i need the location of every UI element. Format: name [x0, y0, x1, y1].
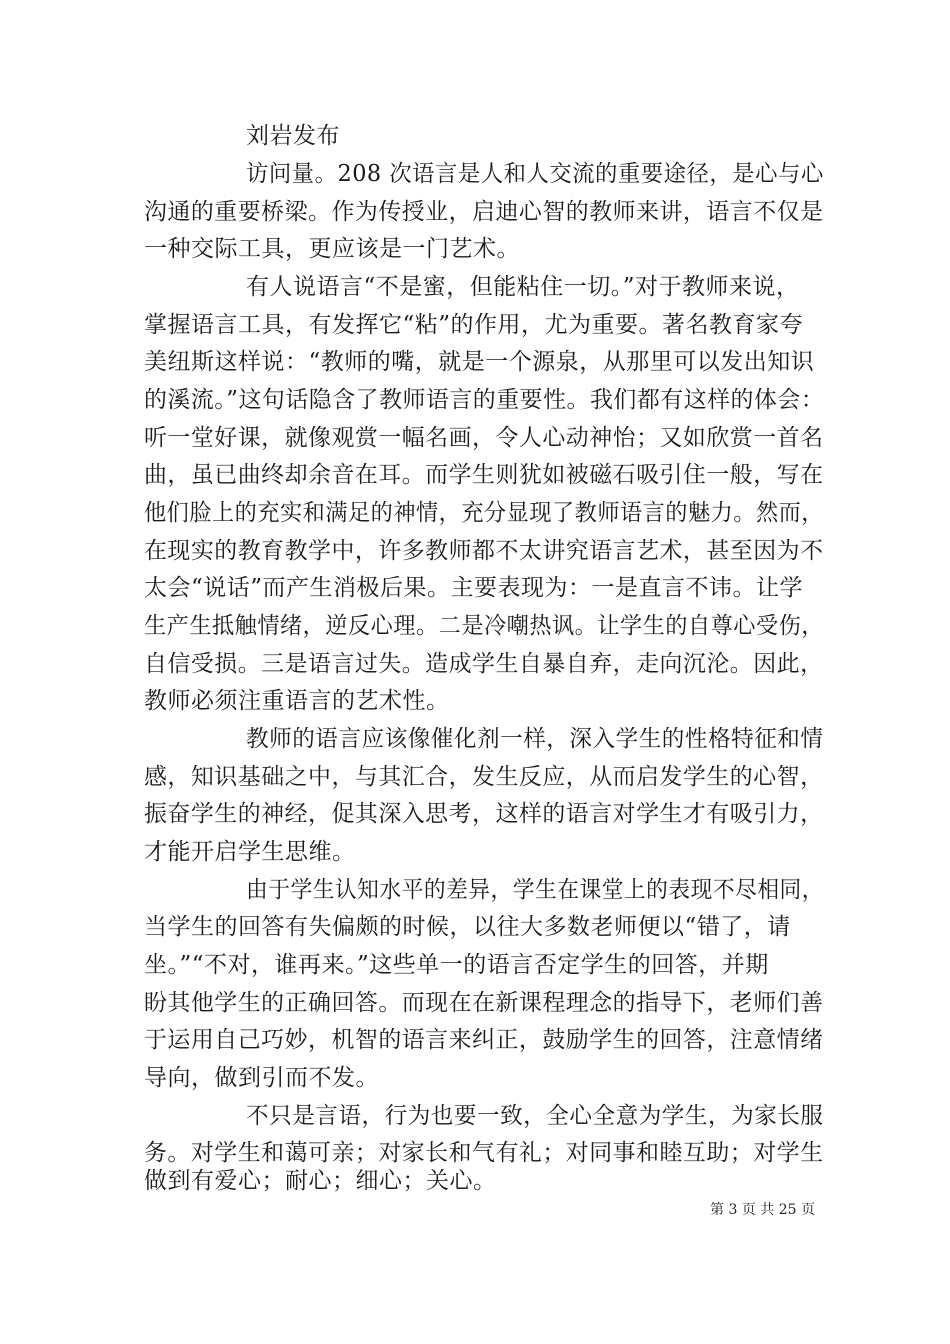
paragraph-1-line-1: 刘岩发布	[246, 123, 340, 149]
paragraph-5-line-4: 盼其他学生的正确回答。而现在在新课程理念的指导下，老师们善	[144, 990, 824, 1016]
paragraph-3-line-7: 他们脸上的充实和满足的神情，充分显现了教师语言的魅力。然而，	[144, 500, 824, 526]
page-number-footer: 第 3 页 共 25 页	[710, 1202, 815, 1218]
paragraph-5-line-2: 当学生的回答有失偏颇的时候，以往大多数老师便以“错了，请	[144, 914, 791, 940]
paragraph-3-line-1: 有人说语言“不是蜜，但能粘住一切。”对于教师来说，	[246, 274, 800, 300]
paragraph-5-line-5: 于运用自己巧妙，机智的语言来纠正，鼓励学生的回答，注意情绪	[144, 1027, 824, 1053]
paragraph-3-line-3: 美纽斯这样说：“教师的嘴，就是一个源泉，从那里可以发出知识	[144, 349, 815, 375]
paragraph-4-line-4: 才能开启学生思维。	[144, 839, 356, 865]
paragraph-5-line-1: 由于学生认知水平的差异，学生在课堂上的表现不尽相同，	[246, 877, 825, 903]
paragraph-3-line-4: 的溪流。”这句话隐含了教师语言的重要性。我们都有这样的体会：	[144, 387, 825, 413]
paragraph-6-line-3: 做到有爱心；耐心；细心；关心。	[144, 1168, 497, 1194]
paragraph-3-line-10: 生产生抵触情绪，逆反心理。二是冷嘲热讽。让学生的自尊心受伤，	[144, 613, 824, 639]
paragraph-3-line-6: 曲，虽已曲终却余音在耳。而学生则犹如被磁石吸引住一般，写在	[144, 462, 824, 488]
paragraph-4-line-1: 教师的语言应该像催化剂一样，深入学生的性格特征和情	[246, 726, 824, 752]
paragraph-2-line-3: 一种交际工具，更应该是一门艺术。	[144, 236, 520, 262]
paragraph-6-line-1: 不只是言语，行为也要一致，全心全意为学生，为家长服	[246, 1103, 824, 1129]
paragraph-2-line-2: 沟通的重要桥梁。作为传授业，启迪心智的教师来讲，语言不仅是	[144, 199, 824, 225]
paragraph-2-line-1: 访问量。208 次语言是人和人交流的重要途径，是心与心	[246, 161, 824, 187]
paragraph-3-line-11: 自信受损。三是语言过失。造成学生自暴自弃，走向沉沦。因此，	[144, 651, 824, 677]
paragraph-3-line-8: 在现实的教育教学中，许多教师都不太讲究语言艺术，甚至因为不	[144, 538, 824, 564]
paragraph-3-line-12: 教师必须注重语言的艺术性。	[144, 688, 450, 714]
paragraph-3-line-9: 太会“说话”而产生消极后果。主要表现为：一是直言不讳。让学	[144, 575, 804, 601]
paragraph-3-line-5: 听一堂好课，就像观赏一幅名画，令人心动神怡；又如欣赏一首名	[144, 425, 824, 451]
paragraph-6-line-2: 务。对学生和蔼可亲；对家长和气有礼；对同事和睦互助；对学生	[144, 1140, 824, 1166]
paragraph-5-line-3: 坐。”“不对，谁再来。”这些单一的语言否定学生的回答，并期	[144, 952, 769, 978]
paragraph-3-line-2: 掌握语言工具，有发挥它“粘”的作用，尤为重要。著名教育家夸	[144, 312, 804, 338]
paragraph-4-line-2: 感，知识基础之中，与其汇合，发生反应，从而启发学生的心智，	[144, 764, 824, 790]
paragraph-5-line-6: 导向，做到引而不发。	[144, 1065, 379, 1091]
paragraph-4-line-3: 振奋学生的神经，促其深入思考，这样的语言对学生才有吸引力，	[144, 801, 824, 827]
